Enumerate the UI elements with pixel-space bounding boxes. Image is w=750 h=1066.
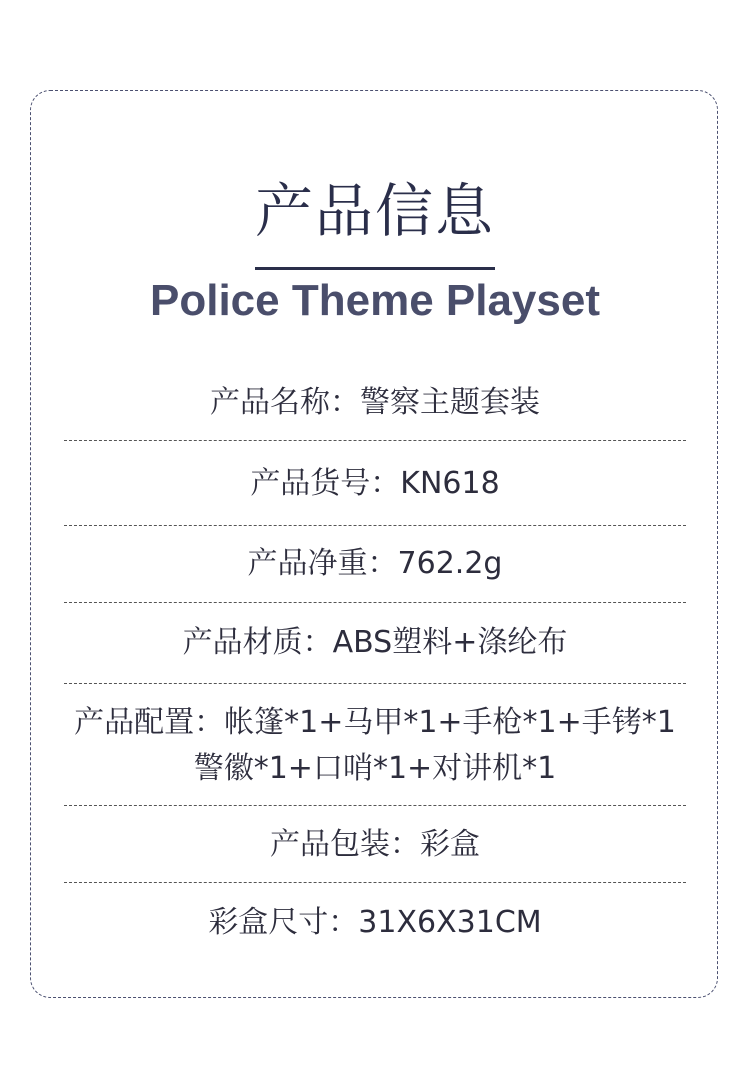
spec-configuration-line-1: 产品配置：帐篷*1+马甲*1+手枪*1+手铐*1 [74, 705, 676, 740]
spec-configuration-line-2: 警徽*1+口哨*1+对讲机*1 [193, 751, 557, 786]
spec-net-weight: 产品净重：762.2g [247, 546, 503, 581]
divider [64, 525, 686, 526]
divider [64, 602, 686, 603]
spec-product-name: 产品名称：警察主题套装 [210, 385, 540, 420]
page-title: 产品信息 [254, 177, 495, 245]
spec-box-size: 彩盒尺寸：31X6X31CM [208, 905, 542, 940]
page-subtitle: Police Theme Playset [150, 276, 600, 325]
divider [64, 805, 686, 806]
spec-configuration [64, 700, 686, 792]
spec-item-number: 产品货号：KN618 [250, 466, 500, 501]
spec-packaging: 产品包装：彩盒 [270, 827, 480, 862]
divider [64, 440, 686, 441]
title-underline [255, 267, 495, 270]
divider [64, 882, 686, 883]
spec-material: 产品材质：ABS塑料+涤纶布 [182, 625, 568, 660]
divider [64, 683, 686, 684]
